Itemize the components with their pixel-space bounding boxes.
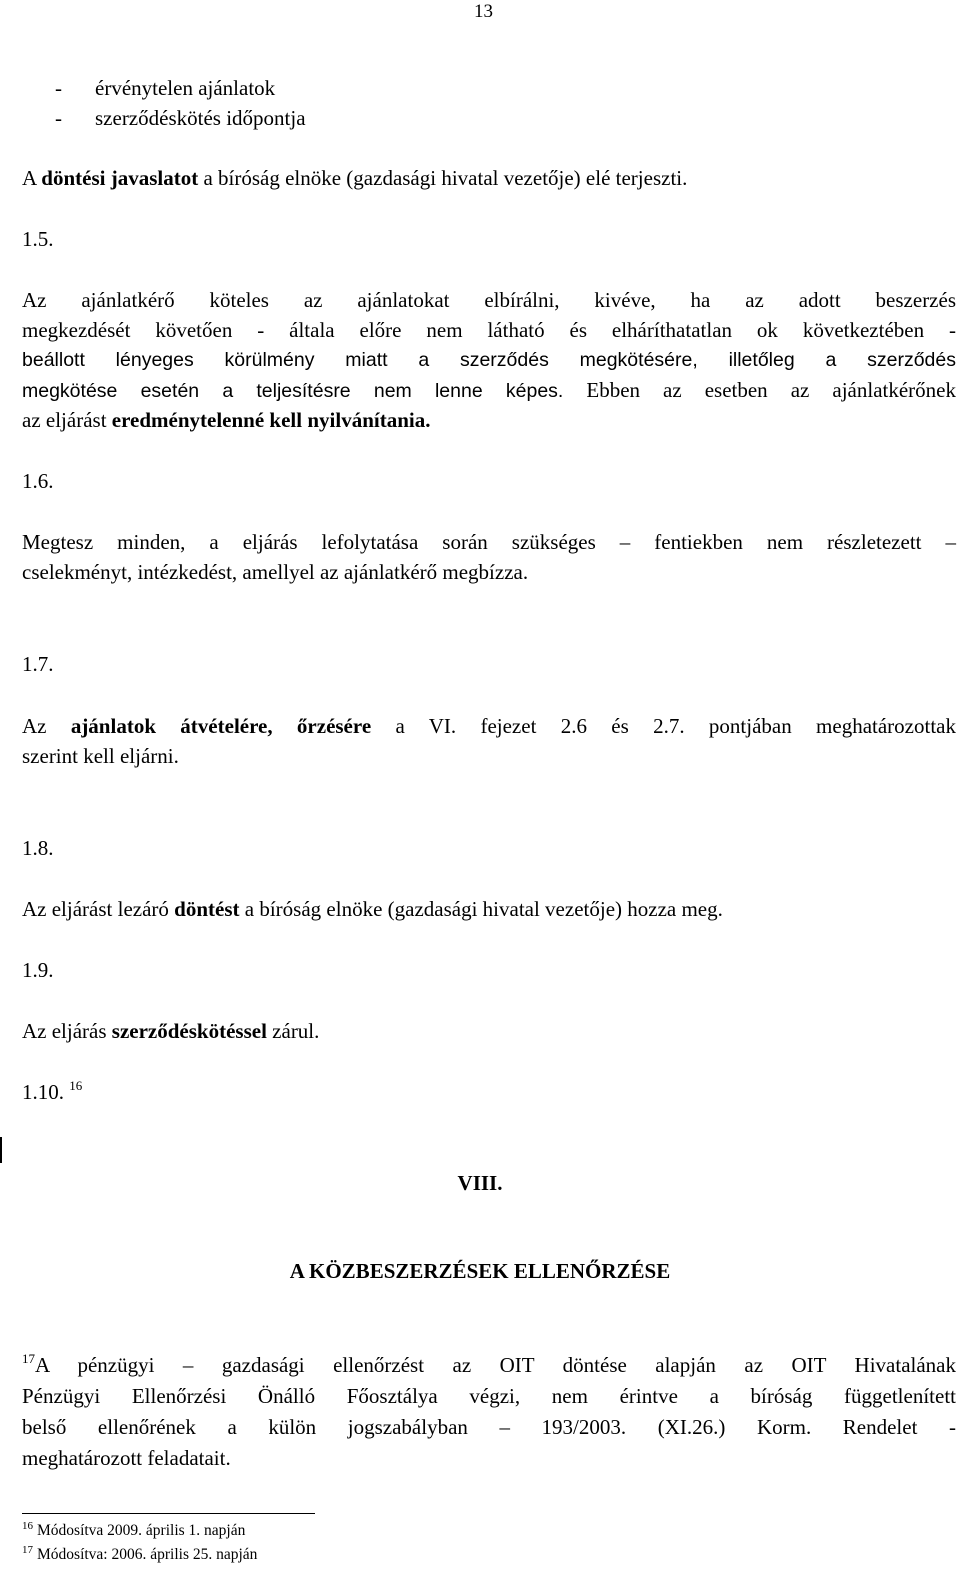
text: Az eljárás — [22, 1019, 112, 1043]
paragraph-line — [22, 1350, 956, 1381]
paragraph-line: cselekményt, intézkedést, amellyel az ajánlatkérő megbízza. — [22, 560, 529, 584]
footnote-number: 16 — [22, 1520, 33, 1532]
list-item — [55, 73, 275, 103]
paragraph-line: Megtesz minden, a eljárás lefolytatása során szükséges – fentiekben nem részletezett – — [22, 530, 956, 554]
text: az eljárást — [22, 408, 112, 432]
paragraph-line: megkezdését követően - általa előre nem látható és elháríthatatlan ok következtében - — [22, 318, 956, 342]
footnote-text: Módosítva 2009. április 1. napján — [37, 1522, 246, 1539]
paragraph-line: Az ajánlatkérő köteles az ajánlatokat elbírálni, kivéve, ha az adott beszerzés — [22, 288, 956, 312]
paragraph-line — [22, 405, 956, 436]
bold-text: döntési javaslatot — [41, 166, 199, 190]
text: a bíróság elnöke (gazdasági hivatal vezetője) hozza meg. — [239, 897, 723, 921]
bullet-dash: - — [55, 76, 62, 100]
text: a VI. fejezet 2.6 és 2.7. pontjában meghatározottak — [371, 714, 956, 738]
footnote-text: Módosítva: 2006. április 25. napján — [37, 1546, 258, 1563]
text: Az — [22, 714, 71, 738]
paragraph-line: szerint kell eljárni. — [22, 744, 179, 768]
section-number: 1.7. — [22, 652, 54, 676]
revision-bar — [0, 1137, 2, 1163]
footnote-ref: 16 — [69, 1078, 83, 1093]
paragraph-line — [22, 894, 956, 925]
footnote — [22, 1521, 245, 1541]
section-number: 1.9. — [22, 958, 54, 982]
bold-text: döntést — [174, 897, 240, 921]
footnote-ref: 17 — [22, 1351, 35, 1366]
bullet-dash: - — [55, 106, 62, 130]
bold-text: eredménytelenné kell nyilvánítania. — [111, 408, 431, 432]
text: megkötése esetén a teljesítésre nem lenne képes. — [22, 380, 564, 402]
paragraph-line — [22, 1016, 956, 1047]
section-number: 1.6. — [22, 469, 54, 493]
text: Ebben az esetben az ajánlatkérőnek — [563, 378, 956, 402]
text: A — [22, 166, 42, 190]
text: 1.10. — [22, 1080, 70, 1104]
bold-text: ajánlatok átvételére, őrzésére — [70, 714, 372, 738]
list-item — [55, 103, 306, 133]
list-item-text: szerződéskötés időpontja — [95, 106, 306, 130]
footnote-number: 17 — [22, 1544, 33, 1556]
text: Az eljárást lezáró — [22, 897, 175, 921]
paragraph-line: belső ellenőrének a külön jogszabályban – 193/2003. (XI.26.) Korm. Rendelet - — [22, 1415, 956, 1439]
footnote-separator — [22, 1513, 315, 1514]
paragraph-line — [22, 375, 956, 407]
paragraph-line: meghatározott feladatait. — [22, 1446, 231, 1470]
section-number: 1.5. — [22, 227, 54, 251]
list-item-text: érvénytelen ajánlatok — [95, 76, 276, 100]
paragraph-line: Pénzügyi Ellenőrzési Önálló Főosztálya végzi, nem érintve a bíróság függetlenített — [22, 1384, 956, 1408]
page-number: 13 — [474, 1, 493, 22]
chapter-number: VIII. — [457, 1171, 503, 1195]
proposal-paragraph — [22, 163, 956, 194]
chapter-title: A KÖZBESZERZÉSEK ELLENŐRZÉSE — [289, 1259, 671, 1283]
footnote — [22, 1545, 257, 1565]
bold-text: szerződéskötéssel — [111, 1019, 267, 1043]
section-number — [22, 1077, 956, 1108]
paragraph-line: beállott lényeges körülmény miatt a szerződés megkötésére, illetőleg a szerződés — [22, 349, 956, 371]
section-number: 1.8. — [22, 836, 54, 860]
text: A pénzügyi – gazdasági ellenőrzést az OIT döntése alapján az OIT Hivatalának — [35, 1353, 956, 1377]
paragraph-line — [22, 711, 956, 742]
text: a bíróság elnöke (gazdasági hivatal vezetője) elé terjeszti. — [198, 166, 688, 190]
text: zárul. — [266, 1019, 320, 1043]
